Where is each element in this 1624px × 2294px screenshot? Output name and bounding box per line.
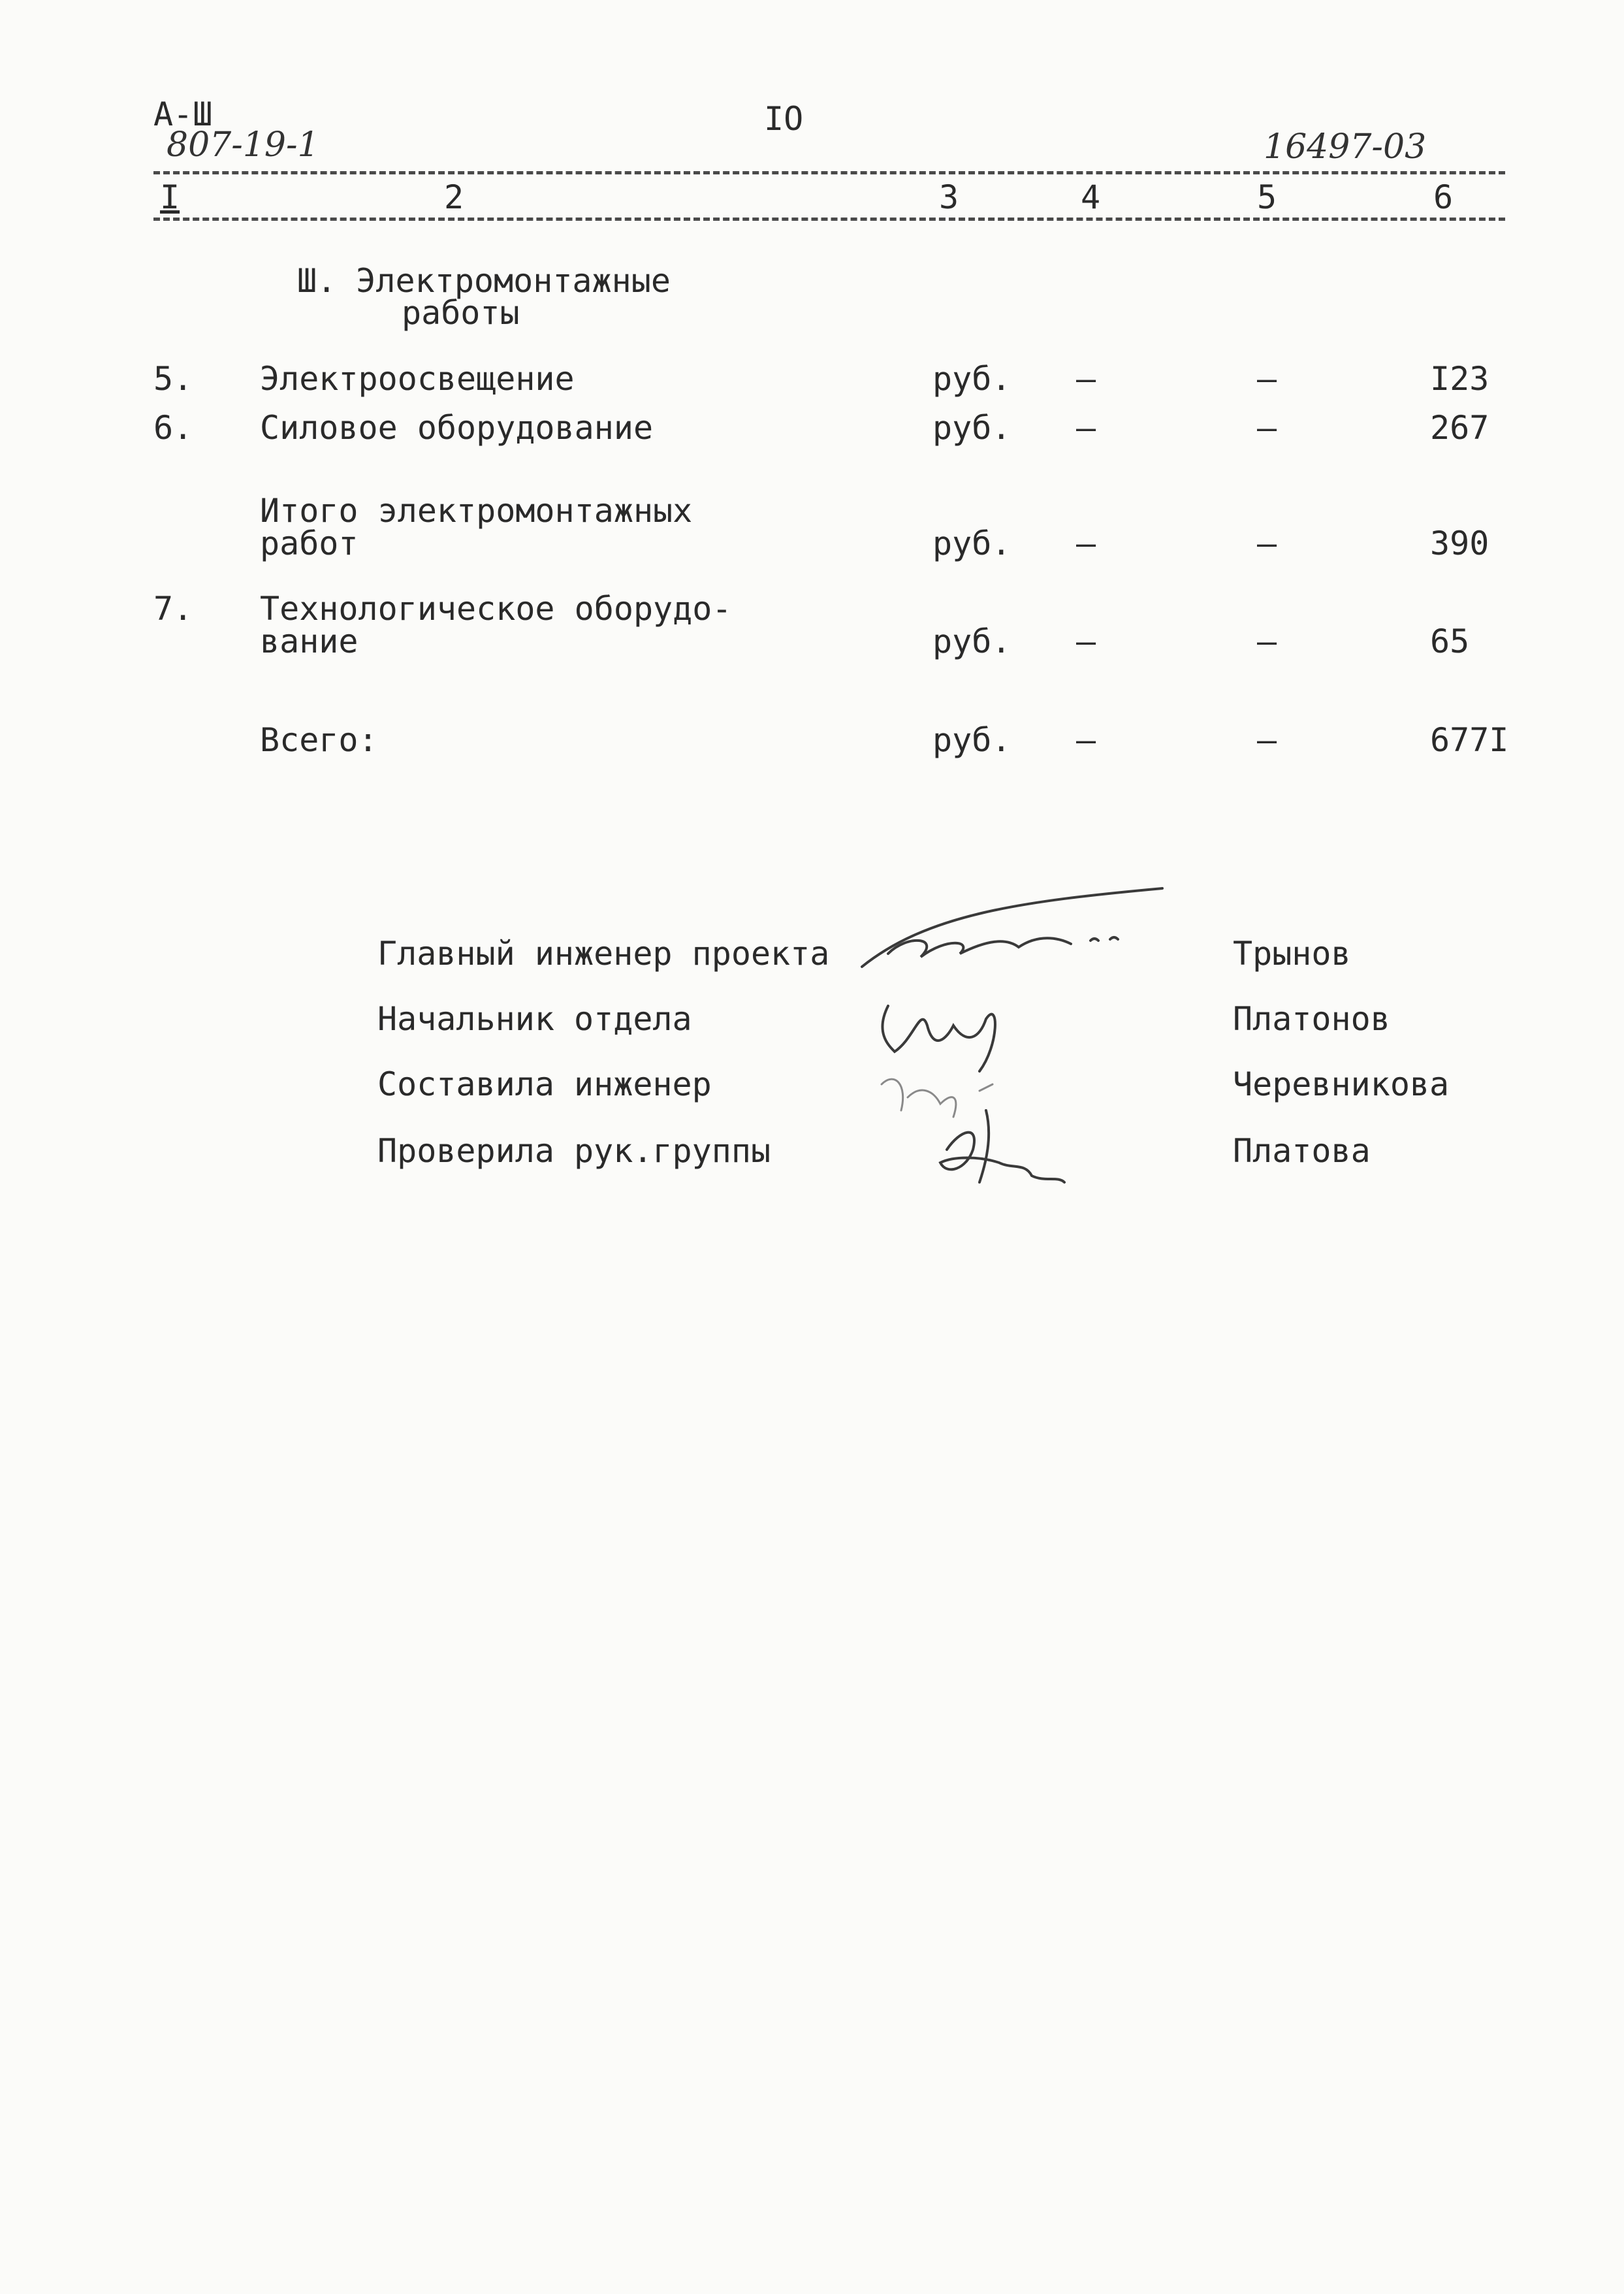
row-number: 7. [153,590,193,628]
doc-number-handwritten: 807-19-1 [167,125,319,165]
row-col4: – [1076,409,1096,447]
row-col5: – [1257,360,1277,398]
row-col5: – [1257,622,1277,660]
page-number: IO [764,100,804,138]
total-unit: руб. [932,721,1011,759]
series-code: А-Ш [153,95,213,133]
row-col4: – [1076,622,1096,660]
total-value: 677I [1430,721,1509,759]
signature-role: Проверила рук.группы [377,1132,771,1170]
column-header-2: 2 [444,178,464,216]
row-name: Электроосвещение [260,360,575,398]
signature-name: Трынов [1233,935,1351,973]
row-value: 267 [1430,409,1489,447]
section-title-line2: работы [402,294,520,332]
row-name-line2: вание [260,622,358,660]
row-number: 5. [153,360,193,398]
column-header-4: 4 [1081,178,1101,216]
signature-role: Главный инженер проекта [377,935,830,973]
handwritten-signatures [849,875,1215,1215]
column-header-5: 5 [1257,178,1277,216]
row-value: I23 [1430,360,1489,398]
section-title-line1: Ш. Электромонтажные [297,262,671,300]
row-unit: руб. [932,409,1011,447]
row-unit: руб. [932,622,1011,660]
total-label: Всего: [260,721,378,759]
archive-number-handwritten: 16497-03 [1264,127,1427,167]
total-col5: – [1257,721,1277,759]
total-col4: – [1076,721,1096,759]
signature-role: Начальник отдела [377,1000,692,1038]
signature-name: Платонов [1233,1000,1390,1038]
subtotal-unit: руб. [932,525,1011,562]
row-col5: – [1257,409,1277,447]
row-name-line1: Технологическое оборудо- [260,590,732,628]
subtotal-col5: – [1257,525,1277,562]
subtotal-label-line1: Итого электромонтажных [260,492,693,530]
row-col4: – [1076,360,1096,398]
signature-name: Черевникова [1233,1065,1450,1103]
signature-name: Платова [1233,1132,1371,1170]
row-value: 65 [1430,622,1470,660]
row-number: 6. [153,409,193,447]
header-rule-top [153,171,1505,174]
column-header-1: I [160,178,180,216]
column-header-6: 6 [1433,178,1454,216]
subtotal-label-line2: работ [260,525,358,562]
subtotal-col4: – [1076,525,1096,562]
row-unit: руб. [932,360,1011,398]
signature-role: Составила инженер [377,1065,712,1103]
header-rule-bottom [153,218,1505,221]
row-name: Силовое оборудование [260,409,654,447]
subtotal-value: 390 [1430,525,1489,562]
column-header-3: 3 [939,178,959,216]
